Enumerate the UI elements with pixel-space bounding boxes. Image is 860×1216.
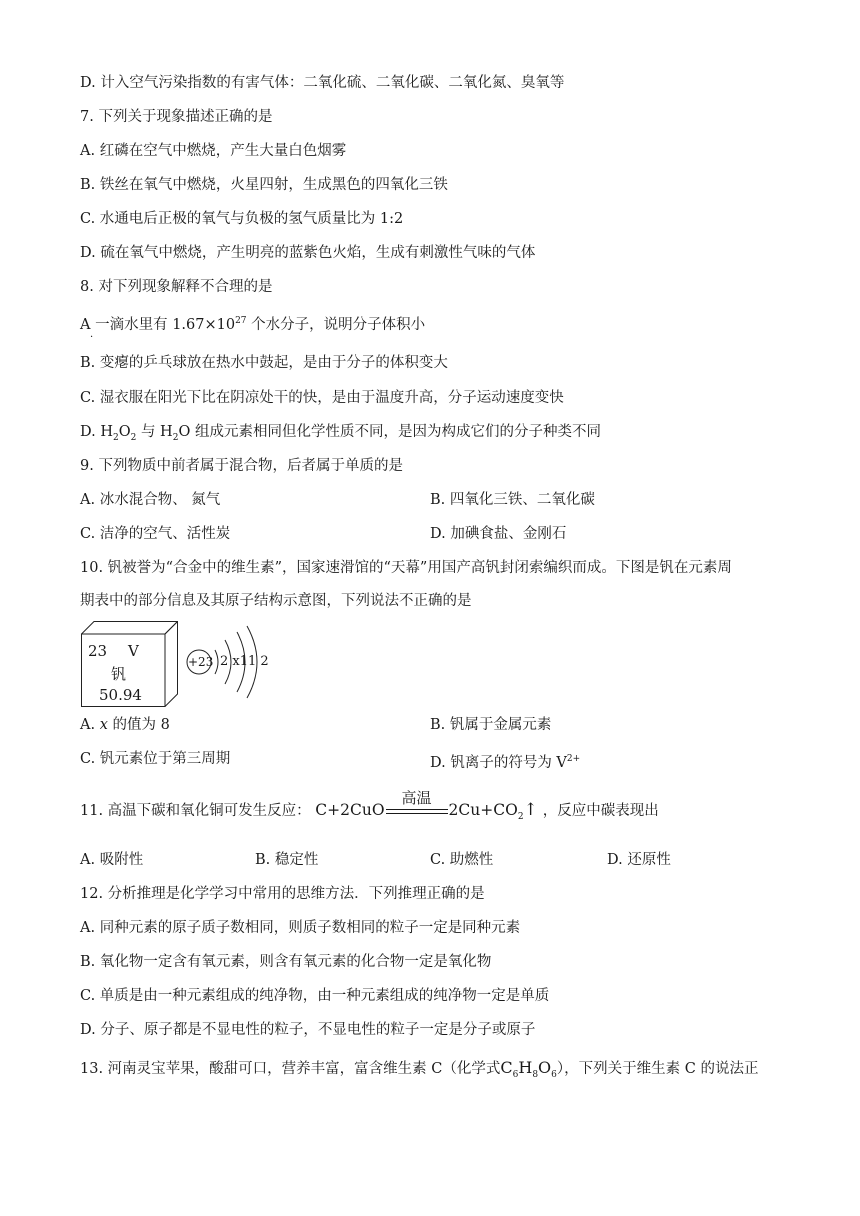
- element-cell-figure: [81, 621, 178, 707]
- q10-option-d: D. 钒离子的符号为 $V^{2+}$: [430, 754, 581, 771]
- q7-option-c: C. 水通电后正极的氧气与负极的氢气质量比为 1:2: [80, 211, 404, 227]
- q7-option-a: A. 红磷在空气中燃烧，产生大量白色烟雾: [80, 143, 347, 159]
- q12-option-d: D. 分子、原子都是不显电性的粒子，不显电性的粒子一定是分子或原子: [80, 1022, 536, 1038]
- q8-option-a: A 一滴水里有 $1.67\times 10^{27}$ 个水分子，说明分子体积小: [80, 316, 426, 333]
- q8-option-c: C. 湿衣服在阳光下比在阴凉处干的快，是由于温度升高，分子运动速度变快: [80, 390, 564, 406]
- q8-stem: 8. 对下列现象解释不合理的是: [80, 279, 273, 295]
- element-name: 钒: [111, 665, 127, 683]
- q9-stem: 9. 下列物质中前者属于混合物，后者属于单质的是: [80, 458, 403, 474]
- q11-stem: 11. 高温下碳和氧化铜可发生反应： C+2CuO 高温 $2Cu+CO_2↑$ ，反应中碳表现出: [80, 788, 659, 823]
- q8-option-d: D. $H_2O_2$ 与 $H_2O$ 组成元素相同但化学性质不同，是因为构成它们的分子种类不同: [80, 424, 601, 443]
- q10-option-c: C. 钒元素位于第三周期: [80, 751, 231, 767]
- q10-stem-line2: 期表中的部分信息及其原子结构示意图，下列说法不正确的是: [80, 593, 472, 609]
- q10-option-a: A. x 的值为 8: [80, 717, 170, 733]
- atomic-mass: 50.94: [99, 686, 142, 704]
- element-symbol: V: [128, 642, 139, 660]
- q11-option-a: A. 吸附性: [80, 852, 144, 868]
- nucleus-charge: +23: [188, 655, 214, 669]
- reaction-condition-equals: 高温: [386, 809, 448, 814]
- q7-stem: 7. 下列关于现象描述正确的是: [80, 109, 273, 125]
- q9-option-c: C. 洁净的空气、活性炭: [80, 526, 231, 542]
- q11-option-d: D. 还原性: [607, 852, 671, 868]
- q10-stem-line1: 10. 钒被誉为“合金中的维生素”，国家速滑馆的“天幕”用国产高钒封闭索编织而成。下图是钒在元素周: [80, 560, 732, 576]
- q9-option-b: B. 四氧化三铁、二氧化碳: [430, 492, 595, 508]
- stray-dot: ·: [90, 332, 94, 343]
- atom-structure-diagram: [185, 622, 275, 702]
- q10-option-b: B. 钒属于金属元素: [430, 717, 552, 733]
- gas-arrow-icon: ↑: [523, 800, 538, 820]
- vitamin-c-formula: $C_6H_8O_6$: [500, 1058, 557, 1081]
- reaction-equation: C+2CuO 高温 $2Cu+CO_2↑$: [315, 788, 538, 823]
- electron-counts: 2 x11 2: [220, 654, 269, 669]
- q13-stem: 13. 河南灵宝苹果，酸甜可口，营养丰富，富含维生素 C（化学式$C_6H_8O_6$），下列关于维生素 C 的说法正: [80, 1058, 759, 1081]
- q11-option-c: C. 助燃性: [430, 852, 494, 868]
- q12-option-c: C. 单质是由一种元素组成的纯净物，由一种元素组成的纯净物一定是单质: [80, 988, 550, 1004]
- q8-option-b: B. 变瘪的乒乓球放在热水中鼓起，是由于分子的体积变大: [80, 355, 448, 371]
- q6-option-d: D. 计入空气污染指数的有害气体：二氧化硫、二氧化碳、二氧化氮、臭氧等: [80, 75, 565, 91]
- q11-option-b: B. 稳定性: [255, 852, 319, 868]
- q12-stem: 12. 分析推理是化学学习中常用的思维方法．下列推理正确的是: [80, 886, 485, 902]
- q9-option-d: D. 加碘食盐、金刚石: [430, 526, 567, 542]
- q12-option-b: B. 氧化物一定含有氧元素，则含有氧元素的化合物一定是氧化物: [80, 954, 492, 970]
- q9-option-a: A. 冰水混合物、 氮气: [80, 492, 221, 508]
- atomic-number: 23: [88, 642, 108, 660]
- q7-option-b: B. 铁丝在氧气中燃烧，火星四射，生成黑色的四氧化三铁: [80, 177, 448, 193]
- q7-option-d: D. 硫在氧气中燃烧，产生明亮的蓝紫色火焰，生成有刺激性气味的气体: [80, 245, 536, 261]
- q12-option-a: A. 同种元素的原子质子数相同，则质子数相同的粒子一定是同种元素: [80, 920, 521, 936]
